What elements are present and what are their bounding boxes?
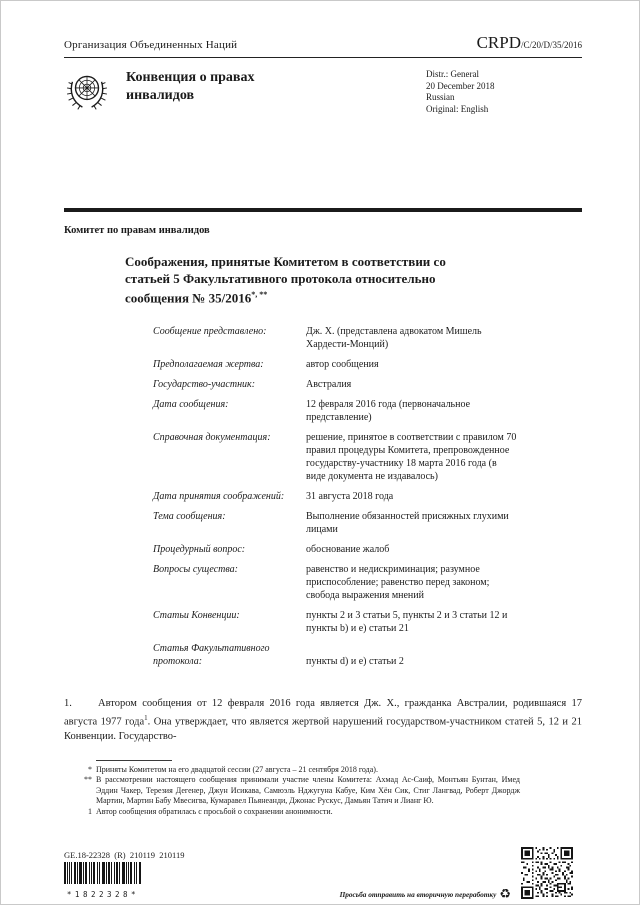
meta-value: Выполнение обязанностей присяжных глухими лицами bbox=[306, 510, 509, 535]
paragraph-1 bbox=[64, 697, 582, 745]
document-title-text: Соображения, принятые Комитетом в соответствии со статьей 5 Факультативного протокола относительно сообщения № 35/2016 bbox=[125, 254, 446, 306]
meta-label: Статья Факультативного протокола: bbox=[153, 642, 270, 667]
table-row bbox=[153, 510, 518, 543]
doc-symbol-main: CRPD bbox=[476, 33, 521, 52]
table-row bbox=[153, 563, 518, 609]
meta-value: 12 февраля 2016 года (первоначальное представление) bbox=[306, 398, 471, 423]
footnote-text: В рассмотрении настоящего сообщения принимали участие члены Комитета: Ахмад Ас-Саиф, Монтьян Бунтан, Имед Эддин Чакер, Терезия Дегенер, Джун Исикава, Самюэль Нджугуна Кабуе, Ким Хён Сик, Стиг Лангвад, Роберт Джордж Мартин, Мартин Бабу Мвесигва, Кумаравел Пьянеанди, Джонас Рускус, Дамьян Татич и Лианг Ю. bbox=[96, 775, 520, 806]
paragraph-number: 1. bbox=[64, 697, 72, 709]
distr-line: Distr.: General bbox=[426, 69, 479, 79]
document-title bbox=[125, 254, 493, 307]
meta-value: пункты d) и e) статьи 2 bbox=[306, 655, 404, 667]
distribution-info bbox=[426, 69, 494, 115]
recycle-icon: ♻ bbox=[499, 887, 511, 902]
distr-line: Original: English bbox=[426, 103, 489, 114]
meta-label: Вопросы существа: bbox=[153, 563, 238, 575]
table-row bbox=[153, 642, 518, 675]
footnote bbox=[64, 807, 582, 818]
table-row bbox=[153, 398, 518, 431]
table-row bbox=[153, 543, 518, 563]
footnote-reference: 1 bbox=[144, 714, 148, 723]
meta-label: Процедурный вопрос: bbox=[153, 543, 246, 555]
meta-label: Справочная документация: bbox=[153, 431, 271, 443]
doc-symbol-number: /C/20/D/35/2016 bbox=[520, 40, 582, 50]
header-divider bbox=[64, 208, 582, 212]
case-meta-table bbox=[153, 325, 518, 675]
meta-value: равенство и недискриминация; разумное приспособление; равенство перед законом; свобода выражения мнений bbox=[306, 563, 490, 601]
footnote-text: Приняты Комитетом на его двадцатой сессии (27 августа – 21 сентября 2018 года). bbox=[96, 764, 378, 774]
ge-number: GE.18-22328 (R) 210119 210119 bbox=[64, 850, 185, 860]
meta-label: Дата принятия соображений: bbox=[153, 490, 285, 502]
distr-line: 20 December 2018 bbox=[426, 80, 495, 91]
meta-value: 31 августа 2018 года bbox=[306, 490, 394, 502]
convention-title: Конвенция о правах инвалидов bbox=[126, 70, 255, 103]
meta-label: Тема сообщения: bbox=[153, 510, 226, 522]
meta-value: Австралия bbox=[306, 378, 352, 390]
footnotes-section bbox=[64, 765, 582, 818]
table-row bbox=[153, 609, 518, 642]
meta-label: Дата сообщения: bbox=[153, 398, 229, 410]
footnote-marker: * bbox=[88, 764, 92, 774]
table-row bbox=[153, 431, 518, 490]
footnote-separator bbox=[96, 760, 172, 761]
barcode-icon bbox=[64, 862, 142, 884]
footnote bbox=[64, 775, 582, 807]
barcode-text: *1822328* bbox=[66, 890, 140, 899]
footnote bbox=[64, 765, 582, 776]
meta-label: Сообщение представлено: bbox=[153, 325, 267, 337]
paragraph-text: . Она утверждает, что является жертвой нарушений государством-участником статей 5, 12 и 21 Конвенции. Государство- bbox=[64, 716, 582, 743]
footnote-marker: ** bbox=[84, 775, 92, 785]
meta-value: Дж. Х. (представлена адвокатом Мишель Хардести-Монций) bbox=[306, 325, 482, 350]
meta-value: автор сообщения bbox=[306, 358, 379, 370]
meta-value: пункты 2 и 3 статьи 5, пункты 2 и 3 статьи 12 и пункты b) и e) статьи 21 bbox=[306, 609, 508, 634]
meta-label: Статьи Конвенции: bbox=[153, 609, 240, 621]
recycle-note bbox=[340, 887, 511, 902]
document-header bbox=[64, 33, 582, 58]
footnote-text: Автор сообщения обратилась с просьбой о сохранении анонимности. bbox=[96, 806, 333, 816]
distr-line: Russian bbox=[426, 92, 455, 102]
paragraph-text: Автором сообщения от 12 февраля 2016 года является Дж. Х., гражданка Австралии, родившаяся 17 августа 1977 года bbox=[64, 697, 582, 728]
committee-heading: Комитет по правам инвалидов bbox=[64, 225, 210, 236]
title-footnote-marks: *, ** bbox=[251, 290, 268, 299]
qr-code-icon bbox=[521, 847, 573, 899]
un-org-name: Организация Объединенных Наций bbox=[64, 39, 238, 51]
doc-symbol bbox=[477, 33, 582, 53]
footnote-marker: 1 bbox=[88, 806, 92, 816]
masthead bbox=[64, 58, 582, 208]
table-row bbox=[153, 378, 518, 398]
meta-value: обоснование жалоб bbox=[306, 543, 390, 555]
table-row bbox=[153, 358, 518, 378]
meta-value: решение, принятое в соответствии с правилом 70 правил процедуры Комитета, препровожденное государству-участнику 18 марта 2016 года (в виде документа не издавалось) bbox=[306, 431, 517, 482]
table-row bbox=[153, 325, 518, 358]
table-row bbox=[153, 490, 518, 510]
barcode bbox=[64, 862, 142, 899]
recycle-text: Просьба отправить на вторичную переработку bbox=[339, 890, 497, 899]
meta-label: Государство-участник: bbox=[153, 378, 256, 390]
un-emblem-icon bbox=[64, 68, 110, 114]
meta-label: Предполагаемая жертва: bbox=[153, 358, 264, 370]
